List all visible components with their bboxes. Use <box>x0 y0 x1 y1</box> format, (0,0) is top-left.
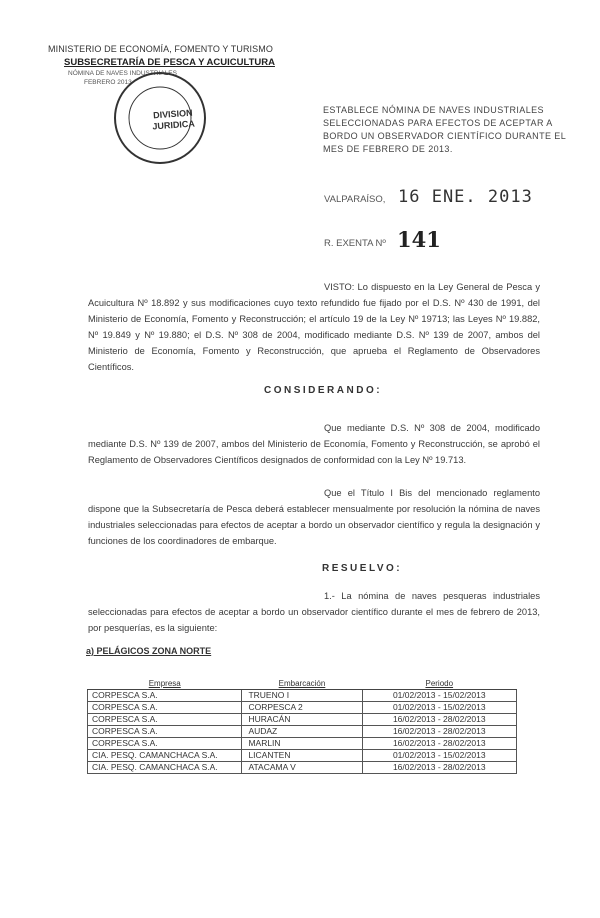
stamp-line-2: JURIDICA <box>152 118 196 132</box>
undersecretariat-name: SUBSECRETARÍA DE PESCA Y ACUICULTURA <box>64 57 275 68</box>
cell-empresa: CORPESCA S.A. <box>88 690 242 702</box>
resuelvo-paragraph-1 <box>88 588 540 636</box>
resolution-number: 141 <box>397 227 441 252</box>
considerando-p1-text: Que mediante D.S. Nº 308 de 2004, modificado mediante D.S. Nº 139 de 2007, ambos del Ministerio de Economía, Fomento y Reconstrucción, se aprobó el Reglamento de Observadores Científicos designados de conformidad con la Ley Nº 19.713. <box>88 423 540 465</box>
ministry-name: MINISTERIO DE ECONOMÍA, FOMENTO Y TURISMO <box>48 44 273 54</box>
resolution-date: 16 ENE. 2013 <box>398 187 533 207</box>
cell-periodo: 01/02/2013 - 15/02/2013 <box>362 690 516 702</box>
reference-line: NÓMINA DE NAVES INDUSTRIALES <box>68 70 177 77</box>
cell-periodo: 16/02/2013 - 28/02/2013 <box>362 726 516 738</box>
table-row <box>88 738 517 750</box>
cell-periodo: 01/02/2013 - 15/02/2013 <box>362 750 516 762</box>
resuelvo-p1-text: 1.- La nómina de naves pesqueras industriales seleccionadas para efectos de aceptar a bordo un observador científico durante el mes de febrero de 2013, por pesquerías, es la siguiente: <box>88 591 540 633</box>
header-periodo: Periodo <box>362 678 516 690</box>
table-row <box>88 726 517 738</box>
table-row <box>88 690 517 702</box>
cell-periodo: 16/02/2013 - 28/02/2013 <box>362 762 516 774</box>
cell-empresa: CIA. PESQ. CAMANCHACA S.A. <box>88 762 242 774</box>
visto-paragraph <box>88 279 540 375</box>
cell-empresa: CORPESCA S.A. <box>88 738 242 750</box>
resuelvo-heading: RESUELVO: <box>322 563 403 574</box>
cell-periodo: 01/02/2013 - 15/02/2013 <box>362 702 516 714</box>
cell-embarcacion: AUDAZ <box>242 726 362 738</box>
considerando-paragraph-2 <box>88 485 540 549</box>
cell-embarcacion: LICANTEN <box>242 750 362 762</box>
considerando-heading: CONSIDERANDO: <box>264 385 383 396</box>
table-row <box>88 750 517 762</box>
cell-periodo: 16/02/2013 - 28/02/2013 <box>362 714 516 726</box>
cell-embarcacion: CORPESCA 2 <box>242 702 362 714</box>
header-embarcacion: Embarcación <box>242 678 362 690</box>
resolution-label: R. EXENTA Nº <box>324 238 386 249</box>
cell-embarcacion: ATACAMA V <box>242 762 362 774</box>
visto-text: Lo dispuesto en la Ley General de Pesca y Acuicultura Nº 18.892 y sus modificaciones cuyo texto refundido fue fijado por el D.S. Nº 430 de 1991, del Ministerio de Economía, Fomento y Reconstrucción; el artículo 19 de la Ley Nº 19713; las Leyes Nº 19.882, Nº 19.849 y Nº 19.880; el D.S. Nº 308 de 2004, modificado mediante D.S. Nº 139 de 2007, ambos del Ministerio de Economía, Fomento y Reconstrucción, que aprueba el Reglamento de Observadores Científicos. <box>88 282 540 372</box>
cell-embarcacion: TRUENO I <box>242 690 362 702</box>
header-empresa: Empresa <box>88 678 242 690</box>
table-row <box>88 702 517 714</box>
considerando-p2-text: Que el Título I Bis del mencionado reglamento dispone que la Subsecretaría de Pesca deberá establecer mensualmente por resolución la nómina de naves industriales seleccionadas para efectos de aceptar a bordo un observador científico y regula la designación y funciones de los coordinadores de embarque. <box>88 488 540 546</box>
resolution-subject: ESTABLECE NÓMINA DE NAVES INDUSTRIALES SELECCIONADAS PARA EFECTOS DE ACEPTAR A BORDO UN OBSERVADOR CIENTÍFICO DURANTE EL MES DE FEBRERO DE 2013. <box>323 105 566 154</box>
cell-periodo: 16/02/2013 - 28/02/2013 <box>362 738 516 750</box>
considerando-paragraph-1 <box>88 420 540 468</box>
cell-empresa: CORPESCA S.A. <box>88 702 242 714</box>
cell-empresa: CORPESCA S.A. <box>88 726 242 738</box>
vessel-table <box>87 678 517 774</box>
cell-empresa: CORPESCA S.A. <box>88 714 242 726</box>
place-label: VALPARAÍSO, <box>324 194 386 205</box>
cell-embarcacion: MARLIN <box>242 738 362 750</box>
month-line: FEBRERO 2013 <box>84 79 132 86</box>
section-title: a) PELÁGICOS ZONA NORTE <box>86 646 212 656</box>
table-header-row <box>88 678 517 690</box>
table-row <box>88 714 517 726</box>
cell-embarcacion: HURACÁN <box>242 714 362 726</box>
table-row <box>88 762 517 774</box>
visto-lead: VISTO: <box>324 282 355 292</box>
cell-empresa: CIA. PESQ. CAMANCHACA S.A. <box>88 750 242 762</box>
stamp-text <box>151 108 195 133</box>
stamp-line-1: DIVISION <box>152 107 193 121</box>
